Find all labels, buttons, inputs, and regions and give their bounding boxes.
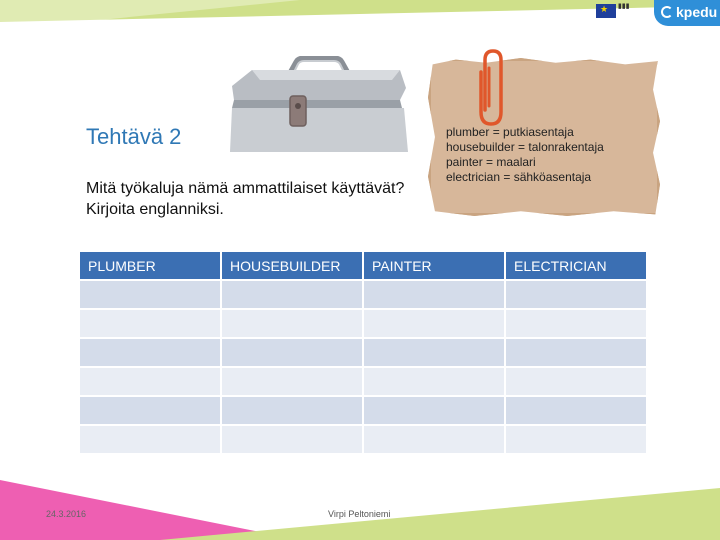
table-row [80, 310, 646, 337]
paperclip-icon [474, 48, 508, 128]
table-cell[interactable] [364, 426, 504, 453]
vocabulary-item: plumber = putkiasentaja [446, 125, 574, 139]
table-cell[interactable] [506, 368, 646, 395]
table-cell[interactable] [506, 426, 646, 453]
table-cell[interactable] [506, 339, 646, 366]
fund-logo-icon: ▮▮▮ [618, 2, 630, 10]
vocabulary-item: housebuilder = talonrakentaja [446, 140, 604, 154]
toolbox-icon [224, 56, 414, 156]
table-cell[interactable] [80, 281, 220, 308]
table-cell[interactable] [80, 368, 220, 395]
column-header-plumber: PLUMBER [80, 252, 220, 279]
table-cell[interactable] [364, 397, 504, 424]
logo-group [596, 0, 720, 26]
table-cell[interactable] [80, 397, 220, 424]
slide-date: 24.3.2016 [46, 509, 87, 519]
table-cell[interactable] [222, 426, 362, 453]
table-cell[interactable] [506, 281, 646, 308]
slide-title: Tehtävä 2 [86, 124, 182, 149]
table-row [80, 339, 646, 366]
answer-table [78, 250, 648, 455]
table-cell[interactable] [80, 339, 220, 366]
table-header-row [80, 252, 646, 279]
table-row [80, 281, 646, 308]
column-header-painter: PAINTER [364, 252, 504, 279]
table-cell[interactable] [222, 397, 362, 424]
table-cell[interactable] [364, 281, 504, 308]
kpedu-mark-icon [661, 6, 673, 18]
table-cell[interactable] [222, 281, 362, 308]
vocabulary-list [446, 125, 656, 185]
table-cell[interactable] [80, 426, 220, 453]
slide-author: Virpi Peltoniemi [328, 509, 391, 519]
table-row [80, 368, 646, 395]
table-cell[interactable] [364, 368, 504, 395]
table-cell[interactable] [222, 368, 362, 395]
vocabulary-item: electrician = sähköasentaja [446, 170, 592, 184]
table-cell[interactable] [222, 310, 362, 337]
table-cell[interactable] [506, 397, 646, 424]
vocabulary-item: painter = maalari [446, 155, 536, 169]
task-question: Mitä työkaluja nämä ammattilaiset käyttävät? Kirjoita englanniksi. [86, 180, 405, 218]
table-cell[interactable] [222, 339, 362, 366]
table-cell[interactable] [364, 310, 504, 337]
table-row [80, 426, 646, 453]
column-header-electrician: ELECTRICIAN [506, 252, 646, 279]
table-cell[interactable] [364, 339, 504, 366]
kpedu-logo-text: kpedu [676, 4, 718, 20]
kpedu-logo-icon [654, 0, 720, 26]
table-cell[interactable] [506, 310, 646, 337]
table-cell[interactable] [80, 310, 220, 337]
column-header-housebuilder: HOUSEBUILDER [222, 252, 362, 279]
eu-flag-icon: ★ [596, 4, 616, 18]
table-row [80, 397, 646, 424]
